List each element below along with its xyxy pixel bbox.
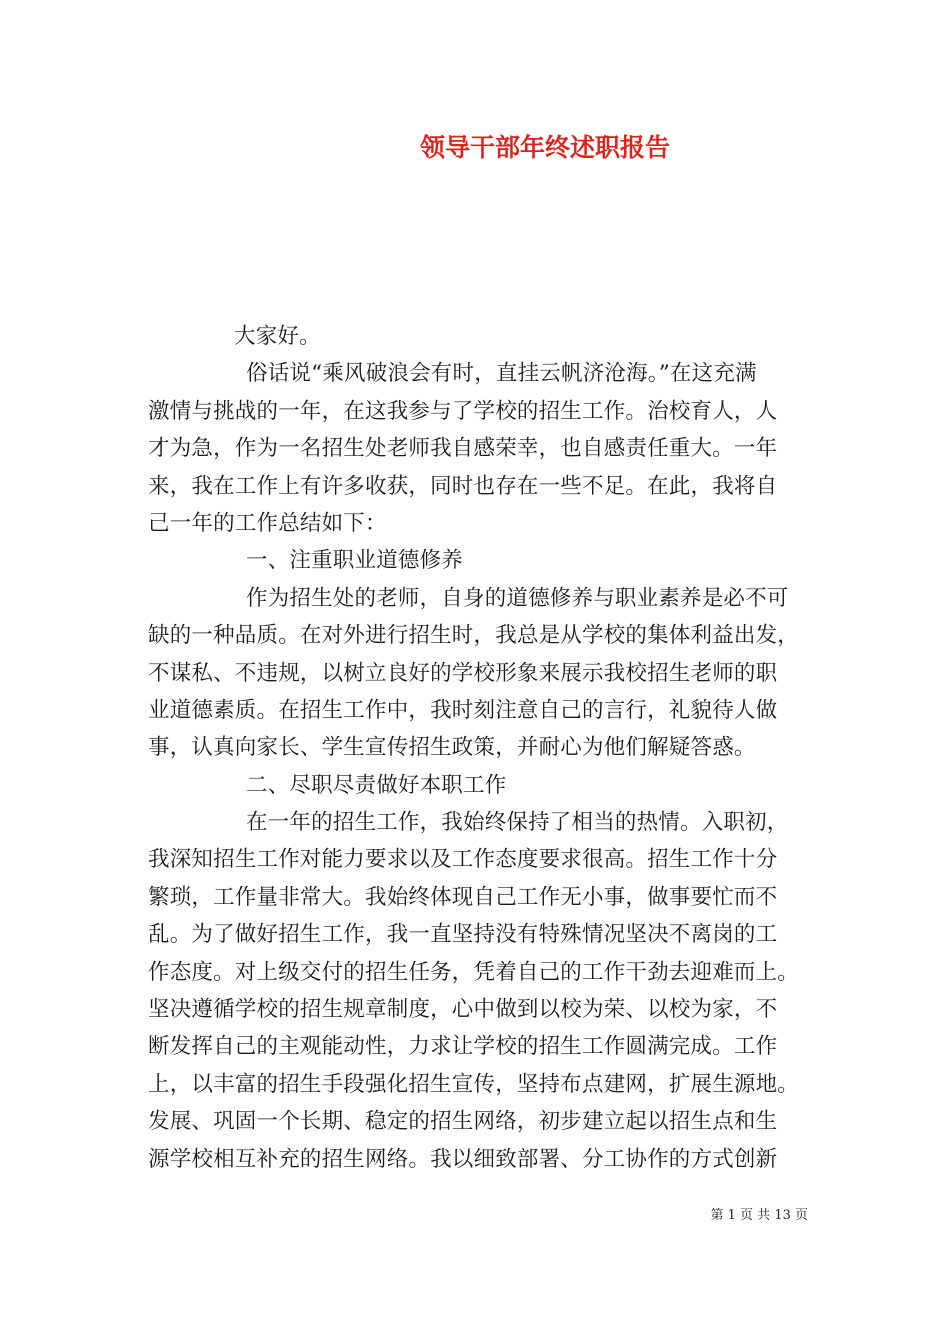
paragraph-line: 断发挥自己的主观能动性，力求让学校的招生工作圆满完成。工作 xyxy=(148,1034,778,1060)
paragraph-line: 坚决遵循学校的招生规章制度，心中做到以校为荣、以校为家，不 xyxy=(148,997,778,1023)
document-body xyxy=(148,318,810,1178)
paragraph-line: 事，认真向家长、学生宣传招生政策，并耐心为他们解疑答惑。 xyxy=(148,735,756,761)
document-title: 领导干部年终述职报告 xyxy=(419,133,670,162)
paragraph-line: 俗话说“乘风破浪会有时，直挂云帆济沧海。”在这充满 xyxy=(246,361,757,387)
paragraph-line: 我深知招生工作对能力要求以及工作态度要求很高。招生工作十分 xyxy=(148,847,778,873)
page-number-footer: 第 1 页 共 13 页 xyxy=(710,1208,808,1223)
paragraph-line: 作态度。对上级交付的招生任务，凭着自己的工作干劲去迎难而上。 xyxy=(148,959,800,985)
paragraph-line: 业道德素质。在招生工作中，我时刻注意自己的言行，礼貌待人做 xyxy=(148,697,778,723)
paragraph-line: 大家好。 xyxy=(234,324,321,349)
paragraph-line: 乱。为了做好招生工作，我一直坚持没有特殊情况坚决不离岗的工 xyxy=(148,922,778,948)
paragraph-line: 繁琐，工作量非常大。我始终体现自己工作无小事，做事要忙而不 xyxy=(148,884,778,910)
section-heading: 二、尽职尽责做好本职工作 xyxy=(246,772,507,798)
paragraph-line: 源学校相互补充的招生网络。我以细致部署、分工协作的方式创新 xyxy=(148,1146,778,1172)
section-heading: 一、注重职业道德修养 xyxy=(246,548,464,574)
paragraph-line: 己一年的工作总结如下： xyxy=(148,510,387,536)
paragraph-line: 缺的一种品质。在对外进行招生时，我总是从学校的集体利益出发， xyxy=(148,623,800,649)
paragraph-line: 激情与挑战的一年，在这我参与了学校的招生工作。治校育人，人 xyxy=(148,398,778,424)
paragraph-line: 来，我在工作上有许多收获，同时也存在一些不足。在此，我将自 xyxy=(148,473,778,499)
paragraph-line: 发展、巩固一个长期、稳定的招生网络，初步建立起以招生点和生 xyxy=(148,1109,778,1135)
paragraph-line: 不谋私、不违规，以树立良好的学校形象来展示我校招生老师的职 xyxy=(148,660,778,686)
paragraph-line: 作为招生处的老师，自身的道德修养与职业素养是必不可 xyxy=(246,585,789,611)
paragraph-line: 在一年的招生工作，我始终保持了相当的热情。入职初， xyxy=(246,810,789,836)
paragraph-line: 才为急，作为一名招生处老师我自感荣幸，也自感责任重大。一年 xyxy=(148,436,778,462)
paragraph-line: 上，以丰富的招生手段强化招生宣传，坚持布点建网，扩展生源地。 xyxy=(148,1071,800,1097)
